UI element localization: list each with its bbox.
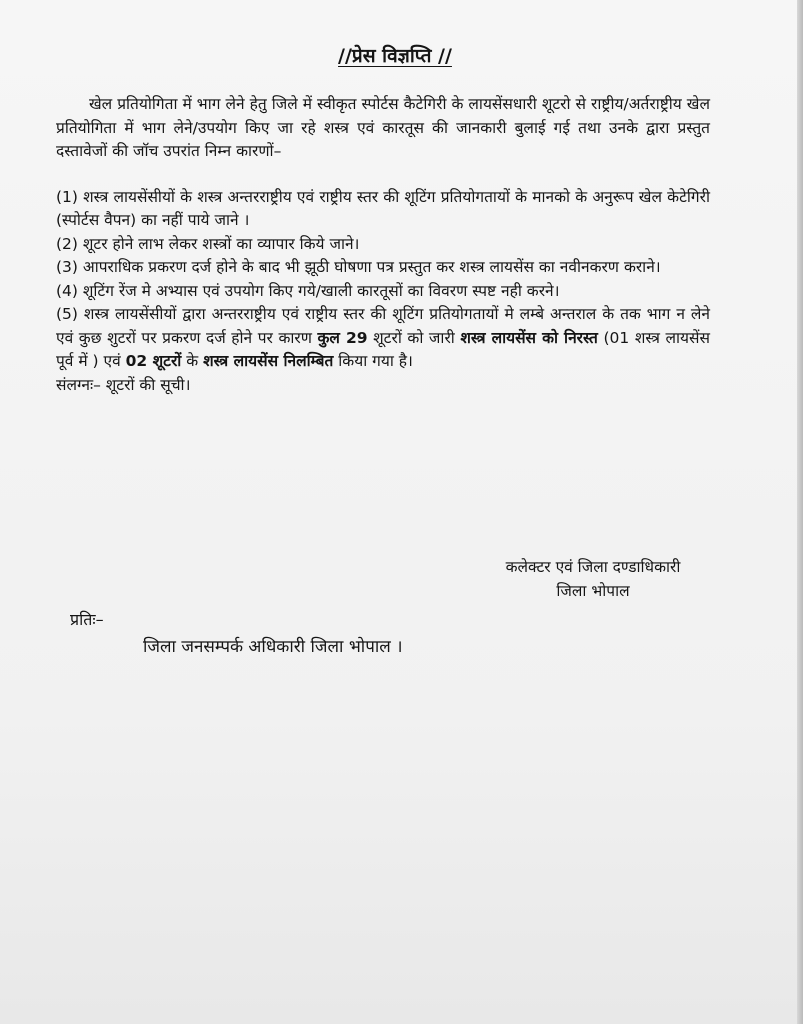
reason5-text-5: किया गया है।: [333, 352, 413, 370]
reason-item-5: [56, 303, 710, 374]
reason5-text-2: शूटरों को जारी: [367, 328, 461, 347]
document-body: [56, 93, 710, 397]
reason-item-3: (3) आपराधिक प्रकरण दर्ज होने के बाद भी झूठी घोषणा पत्र प्रस्तुत कर शस्त्र लायसेंस का नवीनकरण कराने।: [56, 258, 661, 276]
document-title: [0, 42, 790, 68]
page-edge-shadow: [797, 0, 803, 1024]
reason5-suspended-count: 02 शूटरों: [125, 352, 182, 370]
attachment-note: संलग्नः– शूटरों की सूची।: [56, 375, 191, 394]
reasons-list: [56, 186, 710, 374]
recipient-line: जिला जनसम्पर्क अधिकारी जिला भोपाल ।: [143, 637, 403, 657]
signature-block: [468, 555, 718, 603]
title-text: //प्रेस विज्ञप्ति //: [338, 45, 452, 67]
reason5-cancelled-license: शस्त्र लायसेंस को निरस्त: [460, 328, 598, 347]
reason-item-2: (2) शूटर होने लाभ लेकर शस्त्रों का व्यापार किये जाने।: [56, 234, 360, 253]
reason5-total-count: कुल 29: [317, 328, 368, 347]
reason5-text-4: के: [181, 352, 204, 370]
reason5-text-1: (5) शस्त्र लायसेंसीयों द्वारा अन्तरराष्ट्रीय एवं राष्ट्रीय स्तर की शूटिंग प्रतियोगतायों मे लम्बे अन्तराल के तक भाग न लेने एवं कुछ शुटरों पर प्रकरण दर्ज होने पर कारण: [56, 305, 710, 347]
reason5-text-3: (01 शस्त्र लायसेंस पूर्व में ) एवं: [56, 328, 711, 370]
signature-district: जिला भोपाल: [556, 582, 630, 600]
intro-paragraph: खेल प्रतियोगिता में भाग लेने हेतु जिले में स्वीकृत स्पोर्टस कैटेगिरी के लायसेंसधारी शूटरो से राष्ट्रीय/अर्तराष्ट्रीय खेल प्रतियोगिता में भाग लेने/उपयोग किए जा रहे शस्त्र एवं कारतूस की जानकारी बुलाई गई तथा उनके द्वारा प्रस्तुत दस्तावेजों की जॉच उपरांत निम्न कारणों–: [56, 95, 710, 160]
reason-item-4: (4) शूटिंग रेंज मे अभ्यास एवं उपयोग किए गये/खाली कारतूसों का विवरण स्पष्ट नही करने।: [56, 281, 560, 300]
reason-item-1: (1) शस्त्र लायसेंसीयों के शस्त्र अन्तरराष्ट्रीय एवं राष्ट्रीय स्तर की शूटिंग प्रतियोगतायों के मानको के अनुरूप खेल केटेगिरी (स्पोर्टस वैपन) का नहीं पाये जाने ।: [56, 187, 710, 229]
to-label: प्रतिः–: [70, 610, 104, 629]
reason5-suspended-license: शस्त्र लायसेंस निलम्बित: [203, 352, 334, 370]
signature-designation: कलेक्टर एवं जिला दण्डाधिकारी: [505, 558, 681, 576]
